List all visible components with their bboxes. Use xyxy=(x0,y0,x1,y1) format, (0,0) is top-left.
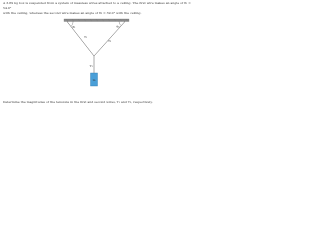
question-statement: Determine the magnitudes of the tensions in the first and second wires, T₁ and T₂, respectively. xyxy=(3,100,153,104)
angle-1-label: θ₁ xyxy=(72,25,76,29)
tension-3-label: T₃ xyxy=(89,64,93,68)
angle-2-label: θ₂ xyxy=(116,24,120,29)
tension-diagram xyxy=(0,0,200,110)
problem-page xyxy=(0,0,200,110)
tension-1-label: T₁ xyxy=(84,35,88,39)
box-mass-label: m xyxy=(92,78,96,82)
problem-line-2: with the ceiling, whereas the second wire makes an angle of θ₂ = 39.0° with the ceiling. xyxy=(3,11,142,16)
tension-2-label: T₂ xyxy=(108,39,112,43)
problem-line-1: A 3.89 kg box is suspended from a system of massless wires attached to a ceiling. The first wire makes an angle of θ₁ = 54.0° xyxy=(3,1,191,11)
wire-1 xyxy=(67,22,94,57)
